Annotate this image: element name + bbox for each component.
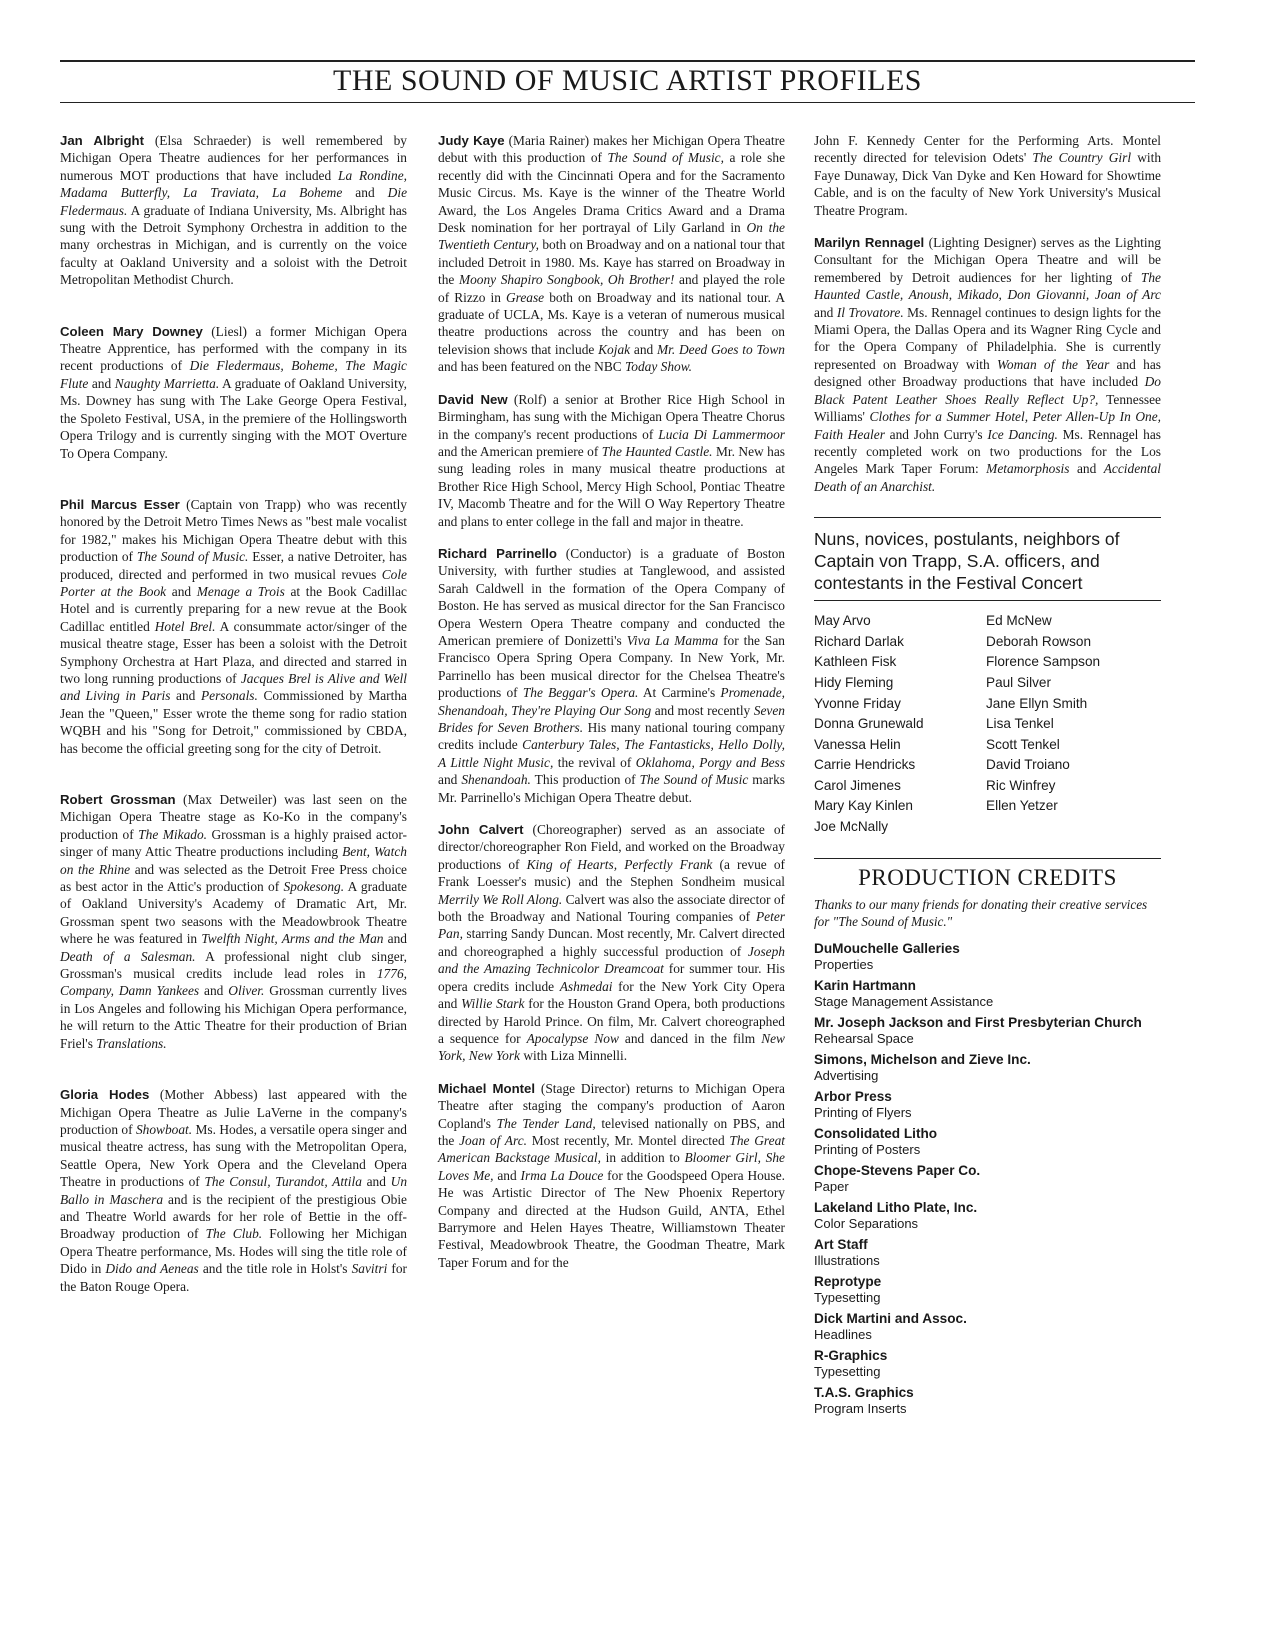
- credit-role: Properties: [814, 957, 874, 973]
- credit-role: Program Inserts: [814, 1401, 907, 1417]
- cast-member: Paul Silver: [986, 674, 1051, 690]
- profile-name: Jan Albright: [60, 133, 144, 148]
- profile-rennagel: Marilyn Rennagel (Lighting Designer) serves as the Lighting Consultant for the Michigan Opera Theatre and will be remembered by Detroit audiences for her lighting of The Haunted Castle, Anoush, Mikado, Don Giovanni, Joan of Arc and Il Trovatore. Ms. Rennagel continues to design lights for the Miami Opera, the Dallas Opera and its Wagner Ring Cycle and for the Opera Company of Philadelphia. She is currently represented on Broadway with Woman of the Year and has designed other Broadway productions that have included Do Black Patent Leather Shoes Really Reflect Up?, Tennessee Williams' Clothes for a Summer Hotel, Peter Allen-Up In One, Faith Healer and John Curry's Ice Dancing. Ms. Rennagel has recently completed work on two productions for the Los Angeles Mark Taper Forum: Metamorphosis and Accidental Death of an Anarchist.: [814, 235, 1162, 494]
- cast-member: Mary Kay Kinlen: [814, 798, 913, 814]
- cast-member: Yvonne Friday: [814, 695, 901, 711]
- page-title: THE SOUND OF MUSIC ARTIST PROFILES: [333, 64, 922, 97]
- cast-member: Ric Winfrey: [986, 777, 1056, 793]
- cast-member: Hidy Fleming: [814, 674, 894, 690]
- credit-role: Typesetting: [814, 1364, 881, 1380]
- credit-role: Printing of Posters: [814, 1142, 921, 1158]
- cast-member: Scott Tenkel: [986, 736, 1060, 752]
- title-rule: [60, 102, 1195, 103]
- credit-name: Karin Hartmann: [814, 978, 916, 994]
- credit-item: [814, 1088, 1161, 1121]
- column-1: [60, 132, 407, 1295]
- credits-list: [814, 940, 1161, 1417]
- profile-montel-continued: John F. Kennedy Center for the Performing Arts. Montel recently directed for television Odets' The Country Girl with Faye Dunaway, Dick Van Dyke and Ken Howard for Showtime Cable, and is on the faculty of New York University's Musical Theatre Program.: [814, 133, 1162, 218]
- profile-name: Robert Grossman: [60, 792, 176, 807]
- credit-role: Color Separations: [814, 1216, 919, 1232]
- credit-name: Art Staff: [814, 1237, 868, 1253]
- credits-intro: Thanks to our many friends for donating their creative services for "The Sound of Music.": [814, 897, 1148, 930]
- cast-column-1: [814, 611, 986, 838]
- credit-item: [814, 1014, 1161, 1047]
- cast-member: Joe McNally: [814, 819, 889, 835]
- profile-name: Judy Kaye: [438, 133, 505, 148]
- profile-name: Richard Parrinello: [438, 545, 557, 561]
- profile-grossman: Robert Grossman (Max Detweiler) was last seen on the Michigan Opera Theatre stage as Ko-Ko in the company's production of The Mikado. Grossman is a highly praised actor-singer of many Attic Theatre productions including Bent, Watch on the Rhine and was selected as the Detroit Free Press choice as best actor in the Attic's production of Spokesong. A graduate of Oakland University's Academy of Dramatic Art, Mr. Grossman spent two seasons with the Meadowbrook Theatre where he was featured in Twelfth Night, Arms and the Man and Death of a Salesman. A professional night club singer, Grossman's musical credits include lead roles in 1776, Company, Damn Yankees and Oliver. Grossman currently lives in Los Angeles and following his Michigan Opera performance, he will return to the Attic Theatre for their production of Brian Friel's Translations.: [60, 792, 408, 1051]
- profile-kaye: Judy Kaye (Maria Rainer) makes her Michigan Opera Theatre debut with this production of The Sound of Music, a role she recently did with the Cincinnati Opera and for the Sacramento Music Circus. Ms. Kaye is the winner of the Theatre World Award, the Los Angeles Drama Critics Award and a Drama Desk nomination for her portrayal of Lily Garland in On the Twentieth Century, both on Broadway and on a national tour that included Detroit in 1980. Ms. Kaye has starred on Broadway in the Moony Shapiro Songbook, Oh Brother! and played the role of Rizzo in Grease both on Broadway and its national tour. A graduate of UCLA, Ms. Kaye is a veteran of numerous musical theatre productions across the country and has been on television shows that include Kojak and Mr. Deed Goes to Town and has been featured on the NBC Today Show.: [438, 133, 786, 375]
- cast-member: Kathleen Fisk: [814, 654, 897, 670]
- profile-name: Coleen Mary Downey: [60, 323, 203, 339]
- credit-role: Printing of Flyers: [814, 1105, 912, 1121]
- cast-list: [814, 611, 1161, 838]
- cast-member: Deborah Rowson: [986, 633, 1092, 649]
- credit-role: Advertising: [814, 1068, 879, 1084]
- credit-role: Stage Management Assistance: [814, 994, 994, 1010]
- credit-name: Chope-Stevens Paper Co.: [814, 1163, 981, 1179]
- credit-role: Rehearsal Space: [814, 1031, 914, 1047]
- cast-member: Donna Grunewald: [814, 716, 924, 732]
- profile-name: David New: [438, 391, 508, 407]
- credit-name: Reprotype: [814, 1274, 882, 1290]
- cast-member: Ellen Yetzer: [986, 798, 1058, 814]
- profile-albright: Jan Albright (Elsa Schraeder) is well remembered by Michigan Opera Theatre audiences for her performances in numerous MOT productions that have included La Rondine, Madama Butterfly, La Traviata, La Boheme and Die Fledermaus. A graduate of Indiana University, Ms. Albright has sung with the Detroit Symphony Orchestra in addition to the many orchestras in Michigan, and is currently on the voice faculty at Oakland University and a soloist with the Detroit Metropolitan Methodist Church.: [60, 133, 408, 288]
- profile-montel: Michael Montel (Stage Director) returns to Michigan Opera Theatre after staging the company's production of Aaron Copland's The Tender Land, televised nationally on PBS, and the Joan of Arc. Most recently, Mr. Montel directed The Great American Backstage Musical, in addition to Bloomer Girl, She Loves Me, and Irma La Douce for the Goodspeed Opera House. He was Artistic Director of The New Phoenix Repertory Company and directed at the Hudson Guild, ANTA, Ethel Barrymore and Helen Hayes Theatre, Williamstown Theater Festival, Meadowbrook Theatre, the Goodman Theatre, Mark Taper Forum and for the: [438, 1080, 786, 1270]
- profile-name: Gloria Hodes: [60, 1087, 150, 1103]
- credit-item: [814, 1273, 1161, 1306]
- cast-heading: Nuns, novices, postulants, neighbors of Captain von Trapp, S.A. officers, and contestants in the Festival Concert: [814, 529, 1120, 594]
- credit-item: [814, 1051, 1161, 1084]
- cast-member: May Arvo: [814, 613, 871, 629]
- cast-heading-rule: [814, 600, 1161, 601]
- profile-esser: Phil Marcus Esser (Captain von Trapp) who was recently honored by the Detroit Metro Times News as "best male vocalist for 1982," makes his Michigan Opera Theatre debut with this production of The Sound of Music. Esser, a native Detroiter, has produced, directed and performed in two musical revues Cole Porter at the Book and Menage a Trois at the Book Cadillac Hotel and is currently preparing for a new revue at the Book Cadillac entitled Hotel Brel. A consummate actor/singer of the musical theatre stage, Esser has been a soloist with the Detroit Symphony Orchestra at Hart Plaza, and directed and starred in two long running productions of Jacques Brel is Alive and Well and Living in Paris and Personals. Commissioned by Martha Jean the "Queen," Esser wrote the theme song for radio station WQBH and his "Song for Detroit," commissioned by CBDA, has become the official greeting song for the city of Detroit.: [60, 496, 408, 756]
- credit-name: Consolidated Litho: [814, 1126, 938, 1142]
- cast-member: Carrie Hendricks: [814, 757, 916, 773]
- credit-name: Lakeland Litho Plate, Inc.: [814, 1200, 978, 1216]
- cast-member: Vanessa Helin: [814, 736, 901, 752]
- credit-name: Arbor Press: [814, 1089, 892, 1105]
- credit-name: Simons, Michelson and Zieve Inc.: [814, 1052, 1031, 1068]
- credit-role: Paper: [814, 1179, 849, 1195]
- credit-item: [814, 1162, 1161, 1195]
- profile-new: David New (Rolf) a senior at Brother Rice High School in Birmingham, has sung with the Michigan Opera Theatre Chorus in the company's recent productions of Lucia Di Lammermoor and the American premiere of The Haunted Castle. Mr. New has sung leading roles in many musical theatre productions at Brother Rice High School, Mercy High School, Pontiac Theatre IV, Macomb Theatre and for the Will O Way Repertory Theatre and plans to enter college in the fall and major in theatre.: [438, 391, 786, 529]
- credit-item: [814, 1236, 1161, 1269]
- credit-name: Mr. Joseph Jackson and First Presbyterian Church: [814, 1015, 1142, 1031]
- credit-item: [814, 1384, 1161, 1417]
- profile-name: John Calvert: [438, 822, 524, 838]
- section-divider: [814, 517, 1161, 518]
- profile-name: Marilyn Rennagel: [814, 235, 925, 251]
- cast-member: Lisa Tenkel: [986, 716, 1054, 732]
- profile-calvert: John Calvert (Choreographer) served as an associate of director/choreographer Ron Field, and worked on the Broadway productions of King of Hearts, Perfectly Frank (a revue of Frank Loesser's music) and the Stephen Sondheim musical Merrily We Roll Along. Calvert was also the associate director of both the Broadway and National Touring companies of Peter Pan, starring Sandy Duncan. Most recently, Mr. Calvert directed and choreographed a highly successful production of Joseph and the Amazing Technicolor Dreamcoat for summer tour. His opera credits include Ashmedai for the New York City Opera and Willie Stark for the Houston Grand Opera, both productions directed by Harold Prince. On film, Mr. Calvert choreographed a sequence for Apocalypse Now and danced in the film New York, New York with Liza Minnelli.: [438, 822, 786, 1064]
- credits-divider: [814, 858, 1161, 859]
- credit-item: [814, 1199, 1161, 1232]
- cast-member: David Troiano: [986, 757, 1070, 773]
- cast-member: Richard Darlak: [814, 633, 904, 649]
- credit-name: T.A.S. Graphics: [814, 1385, 914, 1401]
- cast-column-2: [986, 611, 1161, 838]
- cast-member: Ed McNew: [986, 613, 1052, 629]
- profile-name: Michael Montel: [438, 1080, 536, 1096]
- credit-item: [814, 1347, 1161, 1380]
- credit-item: [814, 1125, 1161, 1158]
- credit-role: Illustrations: [814, 1253, 880, 1269]
- credit-role: Typesetting: [814, 1290, 881, 1306]
- column-2: [438, 132, 785, 1271]
- profile-name: Phil Marcus Esser: [60, 496, 180, 512]
- cast-member: Jane Ellyn Smith: [986, 695, 1088, 711]
- profile-parrinello: Richard Parrinello (Conductor) is a graduate of Boston University, with further studies at Tanglewood, and assisted Sarah Caldwell in the formation of the Opera Company of Boston. He has served as musical director for the San Francisco Opera Western Opera Theatre company and conducted the American premiere of Donizetti's Viva La Mamma for the San Francisco Opera Spring Opera Company. In New York, Mr. Parrinello has been musical director for the Chelsea Theatre's productions of The Beggar's Opera. At Carmine's Promenade, Shenandoah, They're Playing Our Song and most recently Seven Brides for Seven Brothers. His many national touring company credits include Canterbury Tales, The Fantasticks, Hello Dolly, A Little Night Music, the revival of Oklahoma, Porgy and Bess and Shenandoah. This production of The Sound of Music marks Mr. Parrinello's Michigan Opera Theatre debut.: [438, 545, 786, 805]
- profile-hodes: Gloria Hodes (Mother Abbess) last appeared with the Michigan Opera Theatre as Julie LaVerne in the company's production of Showboat. Ms. Hodes, a versatile opera singer and musical theatre actress, has sung with the Metropolitan Opera, Seattle Opera, New York Opera and the Cleveland Opera Theatre in productions of The Consul, Turandot, Attila and Un Ballo in Maschera and is the recipient of the prestigious Obie and Theatre World awards for her role of Bettie in the off-Broadway production of The Club. Following her Michigan Opera Theatre performance, Ms. Hodes will sing the title role of Dido in Dido and Aeneas and the title role in Holst's Savitri for the Baton Rouge Opera.: [60, 1087, 408, 1294]
- column-3: [814, 132, 1161, 1421]
- profile-downey: Coleen Mary Downey (Liesl) a former Michigan Opera Theatre Apprentice, has performed with the company in its recent productions of Die Fledermaus, Boheme, The Magic Flute and Naughty Marrietta. A graduate of Oakland University, Ms. Downey has sung with The Lake George Opera Festival, the Spoleto Festival, USA, in the premiere of the Hollingsworth Opera Trilogy and is currently singing with the MOT Overture To Opera Company.: [60, 323, 407, 461]
- credit-item: [814, 940, 1161, 973]
- cast-member: Carol Jimenes: [814, 777, 901, 793]
- credit-role: Headlines: [814, 1327, 872, 1343]
- top-rule: [60, 60, 1195, 62]
- credit-name: Dick Martini and Assoc.: [814, 1311, 967, 1327]
- credit-item: [814, 977, 1161, 1010]
- credit-item: [814, 1310, 1161, 1343]
- credit-name: DuMouchelle Galleries: [814, 941, 960, 957]
- credits-title: PRODUCTION CREDITS: [858, 864, 1117, 890]
- credit-name: R-Graphics: [814, 1348, 888, 1364]
- cast-member: Florence Sampson: [986, 654, 1101, 670]
